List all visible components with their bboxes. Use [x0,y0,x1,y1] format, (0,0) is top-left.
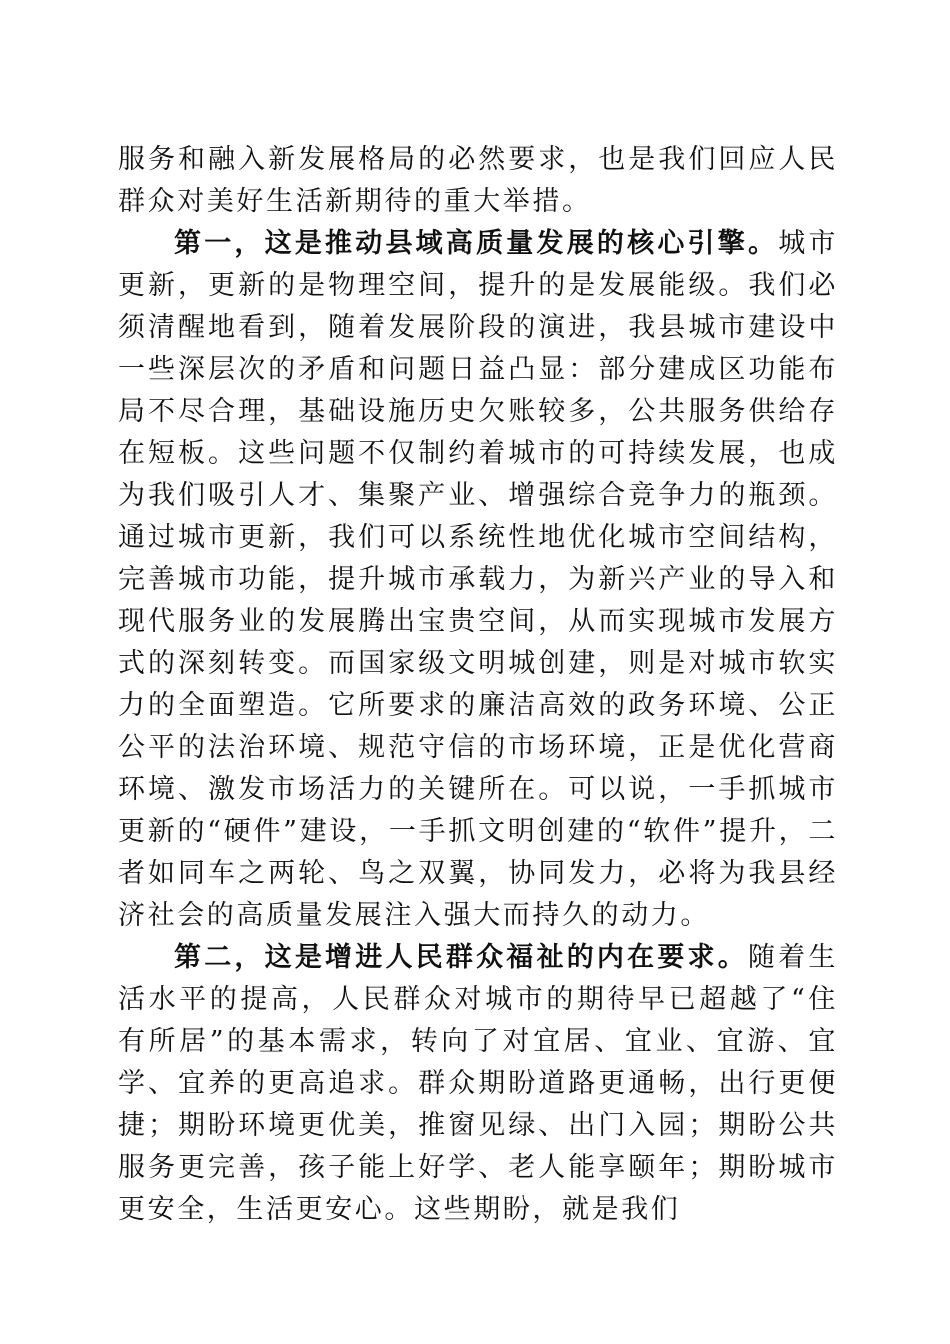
paragraph-text: 服务和融入新发展格局的必然要求，也是我们回应人民群众对美好生活新期待的重大举措。 [118,144,838,217]
document-page [118,139,838,1231]
paragraph-text: 随着生活水平的提高，人民群众对城市的期待早已超越了“住有所居”的基本需求，转向了对宜居、宜业、宜游、宜学、宜养的更高追求。群众期盼道路更通畅，出行更便捷；期盼环境更优美，推窗见绿、出门入园；期盼公共服务更完善，孩子能上好学、老人能享颐年；期盼城市更安全，生活更安心。这些期盼，就是我们 [118,942,838,1225]
paragraph-text: 城市更新，更新的是物理空间，提升的是发展能级。我们必须清醒地看到，随着发展阶段的演进，我县城市建设中一些深层次的矛盾和问题日益凸显：部分建成区功能布局不尽合理，基础设施历史欠账较多，公共服务供给存在短板。这些问题不仅制约着城市的可持续发展，也成为我们吸引人才、集聚产业、增强综合竞争力的瓶颈。通过城市更新，我们可以系统性地优化城市空间结构，完善城市功能，提升城市承载力，为新兴产业的导入和现代服务业的发展腾出宝贵空间，从而实现城市发展方式的深刻转变。而国家级文明城创建，则是对城市软实力的全面塑造。它所要求的廉洁高效的政务环境、公正公平的法治环境、规范守信的市场环境，正是优化营商环境、激发市场活力的关键所在。可以说，一手抓城市更新的“硬件”建设，一手抓文明创建的“软件”提升，二者如同车之两轮、鸟之双翼，协同发力，必将为我县经济社会的高质量发展注入强大而持久的动力。 [118,228,838,931]
paragraph-lead-heading: 第二，这是增进人民群众福祉的内在要求。 [174,942,748,973]
paragraph-second-point [118,937,838,1231]
paragraph-continuation [118,139,838,223]
paragraph-lead-heading: 第一，这是推动县域高质量发展的核心引擎。 [174,228,779,259]
paragraph-first-point [118,223,838,937]
